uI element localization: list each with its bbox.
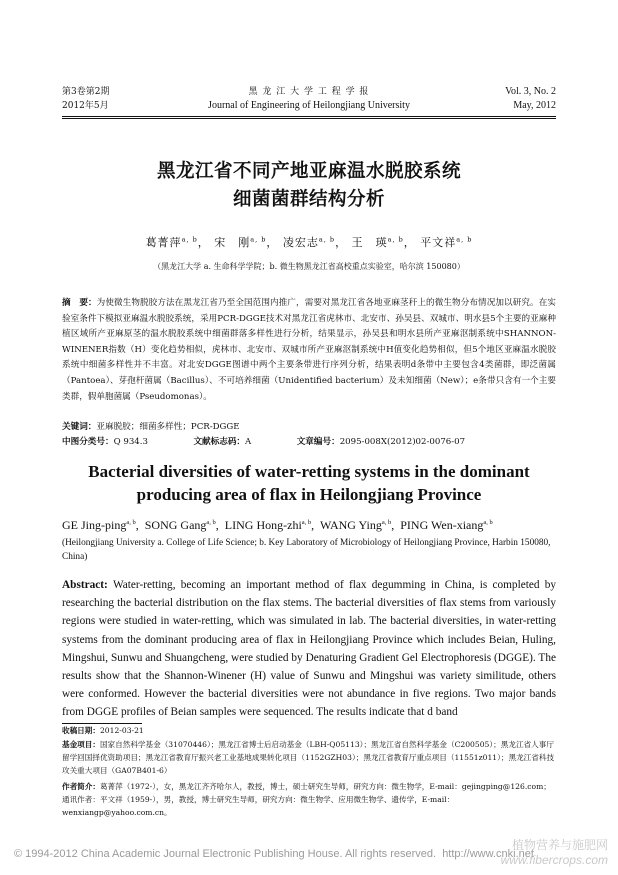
abstract-en-text: Water-retting, becoming an important method of flax degumming in China, is completed by researching the bacterial distribution on the flax stems. The bacterial diversities of flax stems from variously regions were studied in water-retting, which was simulated in lab. The bacterial diversities, in water-retting systems from the dominant producing area of flax in Heilongjiang Province which includes Beian, Huling, Mingshui, Sunwu and Shuangcheng, were studied by Denaturing Gradient Gel Electrophoresis (DGGE). The results show that the Shannon-Winener (H) value of Sunwu and Mingshui was variety similitude, others were conformed. However the bacterial diversities were not abundance in five regions. Two major bands from DGGE profiles of Beian samples were sequenced. The results indicate that d band [62, 579, 556, 719]
fund-label: 基金项目： [62, 740, 100, 749]
article-number-label: 文章编号： [296, 437, 340, 447]
author-cn: 宋 刚$^{a, b}$ [214, 235, 267, 249]
clc-label: 中图分类号： [62, 437, 114, 447]
fund-value: 国家自然科学基金（31070446）；黑龙江省博士后启动基金（LBH-Q05113）；黑龙江省自然科学基金（C200505）；黑龙江省人事厅留学回国择优资助项目；黑龙江省教育厅振兴老工业基地成果转化项目（1152GZH03）；黑龙江省教育厅重点项目（11551z011）；黑龙江省科技攻关重大项目（GA07B401-6） [62, 740, 555, 775]
volume-issue-en: Vol. 3, No. 2 [505, 86, 556, 97]
doc-code-value: A [245, 437, 252, 447]
received-label: 收稿日期： [62, 726, 100, 735]
author-bio-value: 葛菁萍（1972-），女，黑龙江齐齐哈尔人，教授，博士，硕士研究生导师，研究方向：微生物学，E-mail：gejingping@126.com；通讯作者：平文祥（1959-），男，教授，博士研究生导师，研究方向：微生物学、应用微生物学、遗传学，E-mail：wenxiangp@yahoo.com.cn。 [62, 782, 551, 817]
footnote-author [62, 780, 556, 819]
volume-issue-cn: 第3卷第2期 [62, 87, 110, 97]
journal-name-en: Journal of Engineering of Heilongjiang University [208, 100, 410, 111]
title-cn-line-2: 细菌菌群结构分析 [232, 189, 385, 210]
author-cn: 凌宏志$^{a, b}$ [282, 235, 336, 249]
author-list-cn: 葛菁萍$^{a, b}$， 宋 刚$^{a, b}$， 凌宏志$^{a, b}$， 王 瑛$^{a, b}$， 平文祥$^{a, b}$ [145, 235, 473, 249]
author-cn: 葛菁萍$^{a, b}$ [145, 235, 198, 249]
header-rule-top [62, 116, 556, 117]
received-value: 2012-03-21 [99, 726, 144, 735]
author-en: PING Wen-xiang$^{a, b}$ [400, 518, 493, 532]
author-en: WANG Ying$^{a, b}$ [319, 518, 392, 532]
abstract-en-label: Abstract: [62, 579, 108, 591]
author-cn: 平文祥$^{a, b}$ [420, 235, 473, 249]
author-list-en: GE Jing-ping$^{a, b}$, SONG Gang$^{a, b}$, LING Hong-zhi$^{a, b}$, WANG Ying$^{a, b}$, PING Wen-xiang$^{a, b}$ [62, 518, 493, 532]
abstract-cn-label: 摘 要： [62, 298, 97, 308]
affiliation-en: (Heilongjiang University a. College of Life Science; b. Key Laboratory of Microbiology of Heilongjiang Province, Harbin 150080, China) [62, 538, 551, 562]
title-en-line-1: Bacterial diversities of water-retting systems in the dominant [88, 462, 530, 481]
author-bio-label: 作者简介： [62, 782, 100, 791]
keywords-cn-text: 亚麻脱胶；细菌多样性；PCR-DGGE [96, 422, 240, 432]
watermark-url: www.fibercrops.com [500, 853, 608, 867]
issue-date-en: May, 2012 [513, 100, 556, 111]
abstract-en [62, 576, 556, 722]
author-cn: 王 瑛$^{a, b}$ [351, 235, 404, 249]
title-cn-line-1: 黑龙江省不同产地亚麻温水脱胶系统 [156, 161, 461, 182]
title-en-line-2: producing area of flax in Heilongjiang Province [136, 485, 482, 504]
clc-value: Q 934.3 [113, 437, 148, 447]
author-en: LING Hong-zhi$^{a, b}$ [224, 518, 312, 532]
article-number-value: 2095-008X(2012)02-0076-07 [339, 437, 466, 447]
footer-copyright: © 1994-2012 China Academic Journal Electronic Publishing House. All rights reserved. http://www.cnki.net [14, 848, 534, 860]
issue-date-cn: 2012年5月 [62, 101, 109, 111]
footer-url: http://www.cnki.net [442, 848, 534, 860]
header-rule-bottom [62, 118, 556, 119]
abstract-cn-text: 为使微生物脱胶方法在黑龙江省乃至全国范围内推广，需要对黑龙江省各地亚麻茎秆上的微生物分布情况加以研究。在实验室条件下模拟亚麻温水脱胶系统，采用PCR-DGGE技术对黑龙江省虎林市、北安市、孙吴县、双城市、明水县5个主要的亚麻种植区域所产亚麻原茎的温水脱胶系统中细菌群落多样性进行分析，结果显示，孙吴县和明水县所产亚麻沤制系统中SHANNON-WINENER指数（H）变化趋势相似，虎林市、北安市、双城市所产亚麻沤制系统中H值变化趋势相似，但5个地区亚麻温水脱胶系统中细菌多样性并不丰富。对北安DGGE图谱中两个主要条带进行序列分析，结果表明d条带中主要包含4类菌群，即泛菌属（Pantoea）、芽孢杆菌属（Bacillus）、不可培养细菌（Unidentified bacterium）及未知细菌（New）；e条带只含有一个主要类群，假单胞菌属（Pseudomonas）。 [62, 298, 556, 402]
watermark-cn: 植物营养与施肥网 [511, 838, 608, 852]
author-en: GE Jing-ping$^{a, b}$ [62, 518, 136, 532]
watermark [501, 836, 608, 867]
affiliation-cn: （黑龙江大学 a. 生命科学学院；b. 微生物黑龙江省高校重点实验室，哈尔滨 150080） [153, 262, 465, 271]
abstract-cn [62, 296, 556, 405]
footnote-fund [62, 738, 556, 777]
footnote-received [62, 724, 556, 737]
doc-code-label: 文献标志码： [193, 437, 246, 447]
keywords-cn-label: 关键词： [62, 422, 97, 432]
author-en: SONG Gang$^{a, b}$ [144, 518, 216, 532]
journal-name-cn: 黑 龙 江 大 学 工 程 学 报 [248, 87, 370, 97]
keywords-cn [62, 420, 556, 436]
classification-line [62, 435, 556, 451]
